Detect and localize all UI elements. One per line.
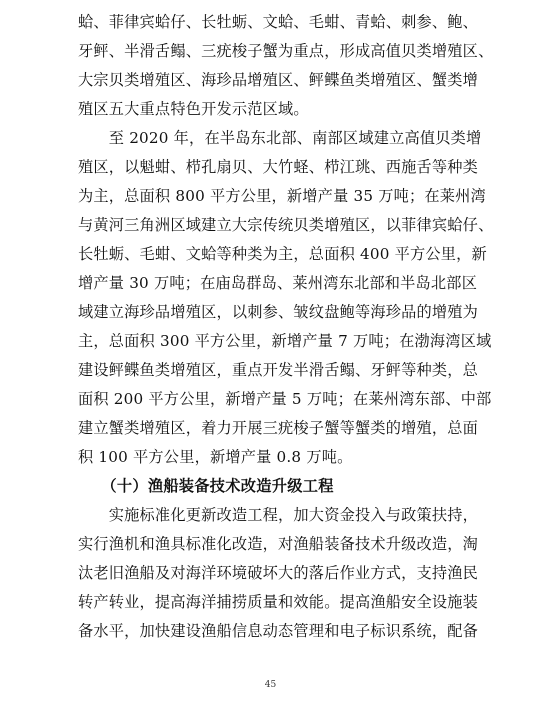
page-number: 45 <box>264 680 277 690</box>
text-line: 蛤、菲律宾蛤仔、长牡蛎、文蛤、毛蚶、青蛤、刺参、鲍、 <box>78 13 479 31</box>
text-line: 备水平，加快建设渔船信息动态管理和电子标识系统，配备 <box>78 622 479 640</box>
text-line: 建立蟹类增殖区，着力开展三疣梭子蟹等蟹类的增殖，总面 <box>78 419 479 437</box>
text-line: 增产量 30 万吨；在庙岛群岛、莱州湾东北部和半岛北部区 <box>78 274 478 292</box>
text-line: 转产转业，提高海洋捕捞质量和效能。提高渔船安全设施装 <box>78 593 479 611</box>
text-line: 汰老旧渔船及对海洋环境破坏大的落后作业方式，支持渔民 <box>78 564 479 582</box>
text-line: 积 100 平方公里，新增产量 0.8 万吨。 <box>78 448 353 466</box>
text-line: 为主，总面积 800 平方公里，新增产量 35 万吨；在莱州湾 <box>78 187 486 205</box>
document-body <box>78 8 494 646</box>
text-line: 殖区五大重点特色开发示范区域。 <box>78 100 309 118</box>
section-heading: （十）渔船装备技术改造升级工程 <box>78 477 334 495</box>
text-line: 大宗贝类增殖区、海珍品增殖区、鲆鲽鱼类增殖区、蟹类增 <box>78 71 479 89</box>
text-line: 实行渔机和渔具标准化改造，对渔船装备技术升级改造，淘 <box>78 535 479 553</box>
text-line: 建设鲆鲽鱼类增殖区，重点开发半滑舌鳎、牙鲆等种类，总 <box>78 361 479 379</box>
text-line: 实施标准化更新改造工程，加大资金投入与政策扶持， <box>78 506 479 524</box>
text-line: 殖区，以魁蚶、栉孔扇贝、大竹蛏、栉江珧、西施舌等种类 <box>78 158 479 176</box>
text-line: 面积 200 平方公里，新增产量 5 万吨；在莱州湾东部、中部 <box>78 390 492 408</box>
text-line: 至 2020 年，在半岛东北部、南部区域建立高值贝类增 <box>78 129 482 147</box>
text-line: 长牡蛎、毛蚶、文蛤等种类为主，总面积 400 平方公里，新 <box>78 245 487 263</box>
text-line: 域建立海珍品增殖区，以刺参、皱纹盘鲍等海珍品的增殖为 <box>78 303 479 321</box>
text-line: 主，总面积 300 平方公里，新增产量 7 万吨；在渤海湾区域 <box>78 332 492 350</box>
text-line: 与黄河三角洲区域建立大宗传统贝类增殖区，以菲律宾蛤仔、 <box>78 216 494 234</box>
text-line: 牙鲆、半滑舌鳎、三疣梭子蟹为重点，形成高值贝类增殖区、 <box>78 42 494 60</box>
